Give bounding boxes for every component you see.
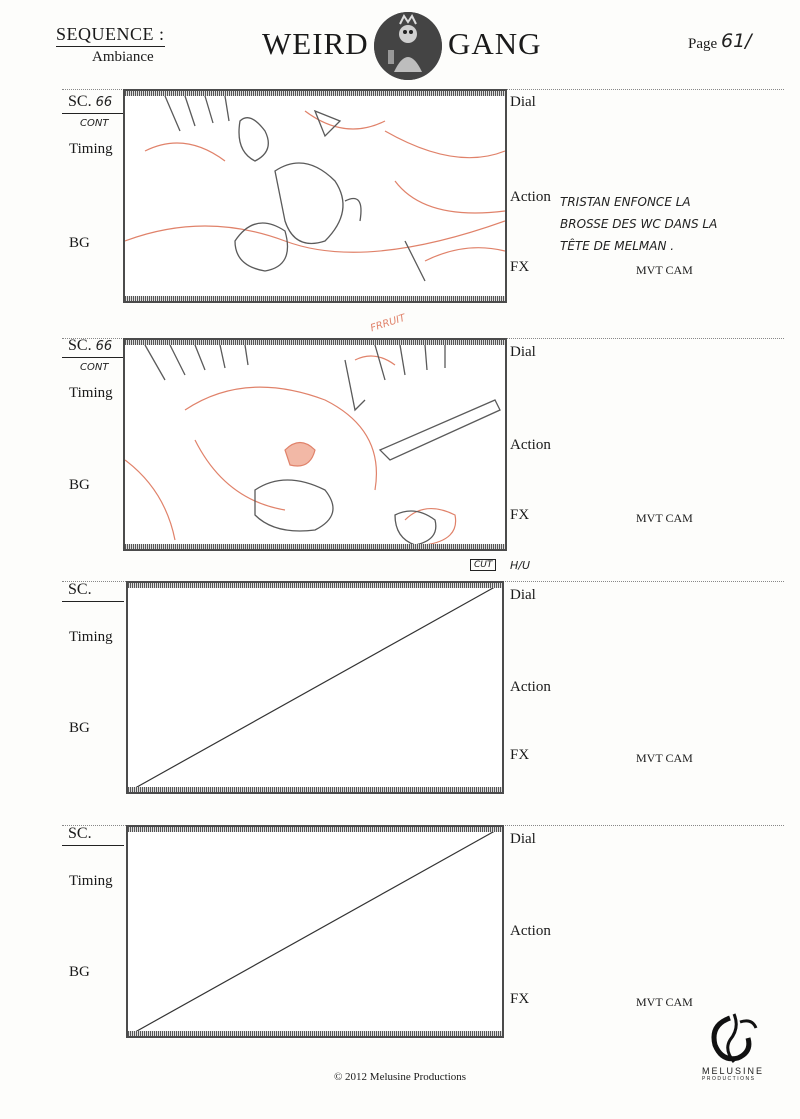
panel-3-sc-underline (62, 601, 124, 602)
panel-3-frame (126, 581, 504, 794)
panel-2-mvt-cam: MVT CAM (636, 511, 693, 525)
panel-2-timing-label: Timing (69, 385, 113, 401)
panel-4-dial-label: Dial (510, 831, 536, 847)
copyright: © 2012 Melusine Productions (333, 1071, 467, 1083)
panel-2-sc-underline (62, 357, 124, 358)
panel-2-bg-label: BG (69, 477, 90, 493)
panel-1-sc-underline (62, 113, 124, 114)
panel-1-dial-label: Dial (510, 94, 536, 110)
panel-4-action-label: Action (510, 923, 551, 939)
panel-1-sketch (125, 91, 505, 301)
panel-1-sc-label: SC. 66 (68, 93, 113, 110)
panel-4-bg-label: BG (69, 964, 90, 980)
panel-4-mvt-cam: MVT CAM (636, 995, 693, 1009)
panel-3-mvt-cam: MVT CAM (636, 751, 693, 765)
panel-1-timing-label: Timing (69, 141, 113, 157)
sequence-label: SEQUENCE : (56, 24, 165, 47)
panel-4-frame (126, 825, 504, 1038)
panel-1-sc-number: 66 (95, 95, 113, 110)
panel-1-fx-label: FX (510, 259, 530, 275)
panel-4-sc-label: SC. (68, 825, 92, 842)
weird-gang-logo (374, 12, 442, 80)
panel-2-fx-label: FX (510, 507, 530, 523)
panel-1-mvt-cam: MVT CAM (636, 263, 693, 277)
melusine-logo-text: MELUSINE PRODUCTIONS (702, 1066, 765, 1082)
cut-marker-note: H/U (510, 559, 531, 572)
panel-3-action-label: Action (510, 679, 551, 695)
sequence-value: Ambiance (92, 49, 154, 65)
panel-4-empty-diagonal (128, 827, 502, 1036)
brand-right: GANG (448, 26, 542, 61)
panel-3-dial-label: Dial (510, 587, 536, 603)
panel-2-sketch (125, 340, 505, 549)
panel-2-sketch-note: FRRUIT (369, 312, 407, 335)
panel-1-action-label: Action (510, 189, 551, 205)
panel-2-cont: CONT (80, 362, 109, 373)
brand-left: WEIRD (262, 26, 369, 61)
panel-3-fx-label: FX (510, 747, 530, 763)
panel-2-action-label: Action (510, 437, 551, 453)
panel-3-sc-label: SC. (68, 581, 92, 598)
panel-3-empty-diagonal (128, 583, 502, 792)
panel-4-fx-label: FX (510, 991, 530, 1007)
page-number: 61/ (721, 30, 752, 52)
panel-2-dial-label: Dial (510, 344, 536, 360)
panel-2-frame (123, 338, 507, 551)
panel-4-sc-underline (62, 845, 124, 846)
cut-marker-box: CUT (470, 559, 496, 571)
panel-2-sc-label: SC. 66 (68, 337, 113, 354)
panel-1-bg-label: BG (69, 235, 90, 251)
panel-4-timing-label: Timing (69, 873, 113, 889)
panel-2-sc-number: 66 (95, 339, 113, 354)
panel-1-cont: CONT (80, 118, 109, 129)
panel-3-bg-label: BG (69, 720, 90, 736)
panel-1-frame (123, 89, 507, 303)
panel-3-timing-label: Timing (69, 629, 113, 645)
page-label: Page (688, 36, 718, 52)
panel-1-action-text: TRISTAN ENFONCE LA BROSSE DES WC DANS LA TÊTE DE MELMAN . (560, 195, 718, 253)
